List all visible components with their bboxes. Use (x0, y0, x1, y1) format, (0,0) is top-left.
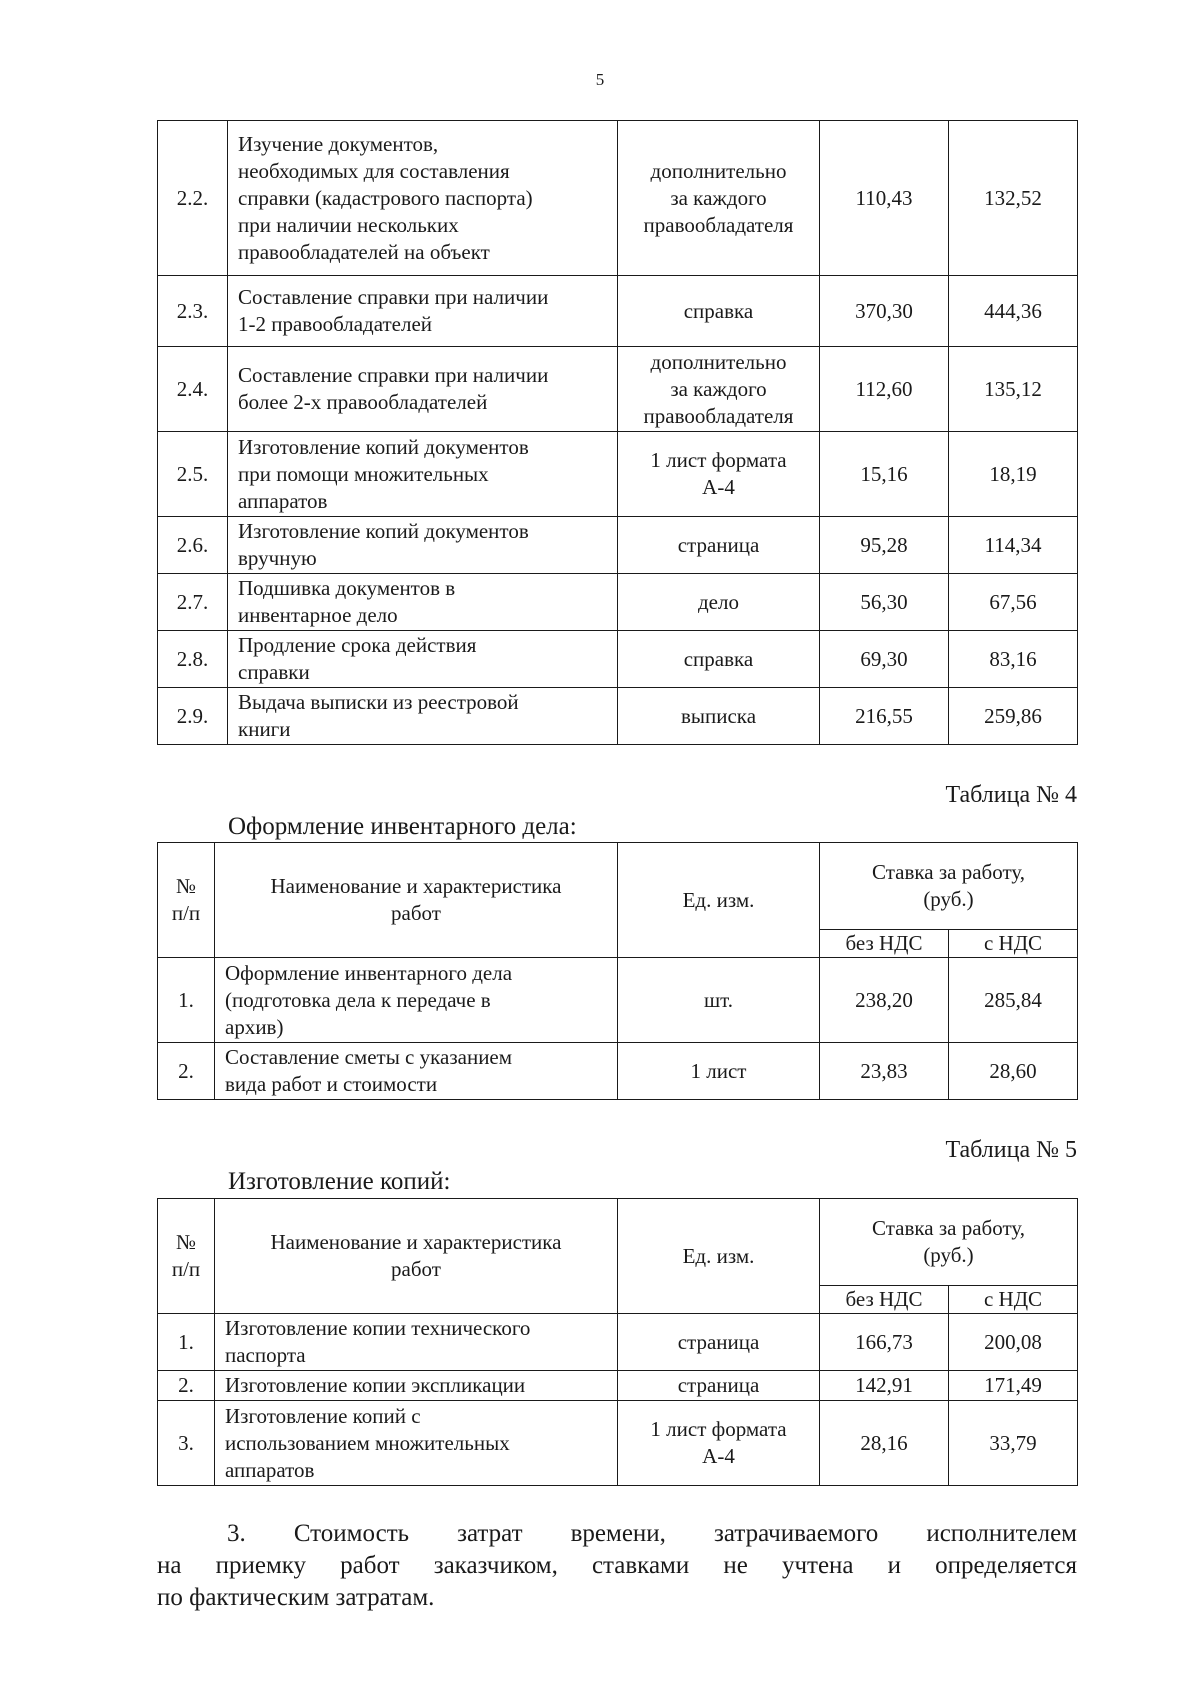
rate-vat: 67,56 (949, 574, 1078, 631)
rate-no-vat: 28,16 (820, 1401, 949, 1486)
work-name-line: Изготовление копий документов (238, 434, 529, 459)
rate-no-vat: 216,55 (820, 688, 949, 745)
work-name-line: (подготовка дела к передаче в (225, 987, 491, 1012)
work-name-line: Изготовление копии экспликации (225, 1373, 526, 1397)
unit-line: А-4 (702, 1444, 735, 1468)
rate-vat: 200,08 (949, 1314, 1078, 1371)
work-name-line: 1-2 правообладателей (238, 312, 433, 336)
unit-line: выписка (680, 703, 757, 728)
header-rate: Ставка за работу, (руб.) (820, 1199, 1078, 1286)
unit (618, 958, 820, 1043)
work-name (215, 1401, 618, 1486)
work-name-line: вручную (238, 546, 317, 570)
rate-no-vat: 110,43 (820, 121, 949, 276)
work-name-line: более 2-х правообладателей (238, 390, 488, 414)
row-number: 1. (158, 1314, 215, 1371)
work-name-line: Составление сметы с указанием (225, 1045, 513, 1069)
work-name-line: Продление срока действия (238, 633, 477, 657)
rate-no-vat: 112,60 (820, 347, 949, 432)
header-name: Наименование и характеристика работ (215, 843, 618, 958)
row-number: 1. (158, 958, 215, 1043)
table-row (158, 1401, 1078, 1486)
row-number: 2. (158, 1043, 215, 1100)
rate-vat: 132,52 (949, 121, 1078, 276)
rate-no-vat: 370,30 (820, 276, 949, 347)
work-name-line: при помощи множительных (238, 461, 489, 486)
work-name-line: справки (кадастрового паспорта) (238, 185, 533, 210)
unit (618, 1043, 820, 1100)
row-number: 3. (158, 1401, 215, 1486)
work-name (215, 1314, 618, 1371)
table-4-title: Оформление инвентарного дела: (228, 813, 577, 840)
work-name-line: Составление справки при наличии (238, 363, 549, 387)
unit (618, 1371, 820, 1401)
rate-no-vat: 238,20 (820, 958, 949, 1043)
unit (618, 432, 820, 517)
work-name (228, 574, 618, 631)
work-name-line: Изготовление копий документов (238, 519, 529, 543)
unit-line: 1 лист (690, 1058, 747, 1083)
unit (618, 121, 820, 276)
table-5-label: Таблица № 5 (945, 1137, 1077, 1163)
table-3-continuation (157, 120, 1078, 745)
work-name-line: книги (238, 717, 291, 741)
unit-line: справка (683, 298, 754, 323)
header-num: № п/п (158, 843, 215, 958)
table-row (158, 347, 1078, 432)
table-row (158, 958, 1078, 1043)
work-name (228, 121, 618, 276)
work-name-line: при наличии нескольких (238, 212, 459, 237)
header-rate: Ставка за работу, (руб.) (820, 843, 1078, 930)
work-name (215, 958, 618, 1043)
unit-line: дополнительно (650, 349, 787, 374)
row-number: 2.2. (158, 121, 228, 276)
table-row (158, 121, 1078, 276)
rate-no-vat: 15,16 (820, 432, 949, 517)
work-name (215, 1371, 618, 1401)
table-row (158, 276, 1078, 347)
work-name-line: паспорта (225, 1343, 306, 1367)
paragraph-line: на приемку работ заказчиком, ставками не учтена и определяется (157, 1552, 1077, 1579)
rate-vat: 114,34 (949, 517, 1078, 574)
work-name-line: аппаратов (238, 488, 328, 513)
unit (618, 574, 820, 631)
header-vat: с НДС (949, 1286, 1078, 1314)
unit-line: страница (677, 532, 760, 557)
row-number: 2.6. (158, 517, 228, 574)
work-name-line: необходимых для составления (238, 158, 510, 183)
work-name (215, 1043, 618, 1100)
row-number: 2.7. (158, 574, 228, 631)
rate-vat: 171,49 (949, 1371, 1078, 1401)
rate-vat: 33,79 (949, 1401, 1078, 1486)
work-name (228, 517, 618, 574)
header-vat: с НДС (949, 930, 1078, 958)
table-row (158, 631, 1078, 688)
unit (618, 347, 820, 432)
rate-no-vat: 95,28 (820, 517, 949, 574)
header-unit: Ед. изм. (618, 1199, 820, 1314)
work-name-line: использованием множительных (225, 1430, 510, 1455)
unit (618, 688, 820, 745)
unit-line: правообладателя (643, 212, 794, 237)
unit-line: правообладателя (643, 403, 794, 428)
work-name-line: Подшивка документов в (238, 576, 456, 600)
unit-line: дополнительно (650, 158, 787, 183)
table-row (158, 574, 1078, 631)
table-5 (157, 1198, 1078, 1486)
work-name-line: Оформление инвентарного дела (225, 960, 513, 985)
table-5-title: Изготовление копий: (228, 1168, 451, 1195)
work-name-line: архив) (225, 1014, 284, 1039)
unit (618, 276, 820, 347)
unit-line: 1 лист формата (650, 448, 787, 472)
rate-vat: 18,19 (949, 432, 1078, 517)
header-num: № п/п (158, 1199, 215, 1314)
table-row (158, 432, 1078, 517)
closing-paragraph (157, 1518, 1077, 1614)
row-number: 2.8. (158, 631, 228, 688)
work-name-line: инвентарное дело (238, 603, 398, 627)
work-name-line: Изготовление копий с (225, 1403, 421, 1428)
work-name (228, 432, 618, 517)
unit-line: справка (683, 646, 754, 671)
unit (618, 517, 820, 574)
rate-vat: 259,86 (949, 688, 1078, 745)
work-name-line: справки (238, 660, 310, 684)
table-4 (157, 842, 1078, 1100)
table-row (158, 1371, 1078, 1401)
paragraph-line: 3. Стоимость затрат времени, затрачиваемого исполнителем (227, 1520, 1077, 1547)
unit-line: за каждого (670, 185, 767, 210)
rate-vat: 285,84 (949, 958, 1078, 1043)
row-number: 2. (158, 1371, 215, 1401)
rate-no-vat: 23,83 (820, 1043, 949, 1100)
work-name-line: Изучение документов, (238, 131, 439, 156)
table-4-label: Таблица № 4 (945, 782, 1077, 808)
rate-no-vat: 69,30 (820, 631, 949, 688)
work-name (228, 347, 618, 432)
rate-vat: 135,12 (949, 347, 1078, 432)
work-name-line: правообладателей на объект (238, 239, 490, 264)
header-no-vat: без НДС (820, 1286, 949, 1314)
header-no-vat: без НДС (820, 930, 949, 958)
row-number: 2.5. (158, 432, 228, 517)
unit-line: А-4 (702, 475, 735, 499)
row-number: 2.3. (158, 276, 228, 347)
unit-line: за каждого (670, 376, 767, 401)
unit-line: шт. (703, 987, 734, 1012)
unit-line: 1 лист формата (650, 1417, 787, 1441)
table-row (158, 517, 1078, 574)
table-row (158, 1314, 1078, 1371)
unit-line: дело (698, 589, 739, 614)
rate-vat: 444,36 (949, 276, 1078, 347)
paragraph-line: по фактическим затратам. (157, 1584, 435, 1611)
work-name (228, 276, 618, 347)
work-name (228, 688, 618, 745)
rate-no-vat: 142,91 (820, 1371, 949, 1401)
rate-no-vat: 56,30 (820, 574, 949, 631)
unit (618, 1401, 820, 1486)
work-name-line: Изготовление копии технического (225, 1316, 531, 1340)
rate-no-vat: 166,73 (820, 1314, 949, 1371)
rate-vat: 83,16 (949, 631, 1078, 688)
work-name (228, 631, 618, 688)
unit-line: страница (677, 1373, 760, 1397)
work-name-line: вида работ и стоимости (225, 1072, 438, 1096)
unit-line: страница (677, 1329, 760, 1354)
work-name-line: Выдача выписки из реестровой (238, 690, 519, 714)
work-name-line: аппаратов (225, 1457, 315, 1482)
rate-vat: 28,60 (949, 1043, 1078, 1100)
header-name: Наименование и характеристика работ (215, 1199, 618, 1314)
table-row (158, 688, 1078, 745)
header-unit: Ед. изм. (618, 843, 820, 958)
row-number: 2.4. (158, 347, 228, 432)
unit (618, 631, 820, 688)
table-row (158, 1043, 1078, 1100)
work-name-line: Составление справки при наличии (238, 285, 549, 309)
page-number: 5 (595, 70, 605, 89)
unit (618, 1314, 820, 1371)
row-number: 2.9. (158, 688, 228, 745)
